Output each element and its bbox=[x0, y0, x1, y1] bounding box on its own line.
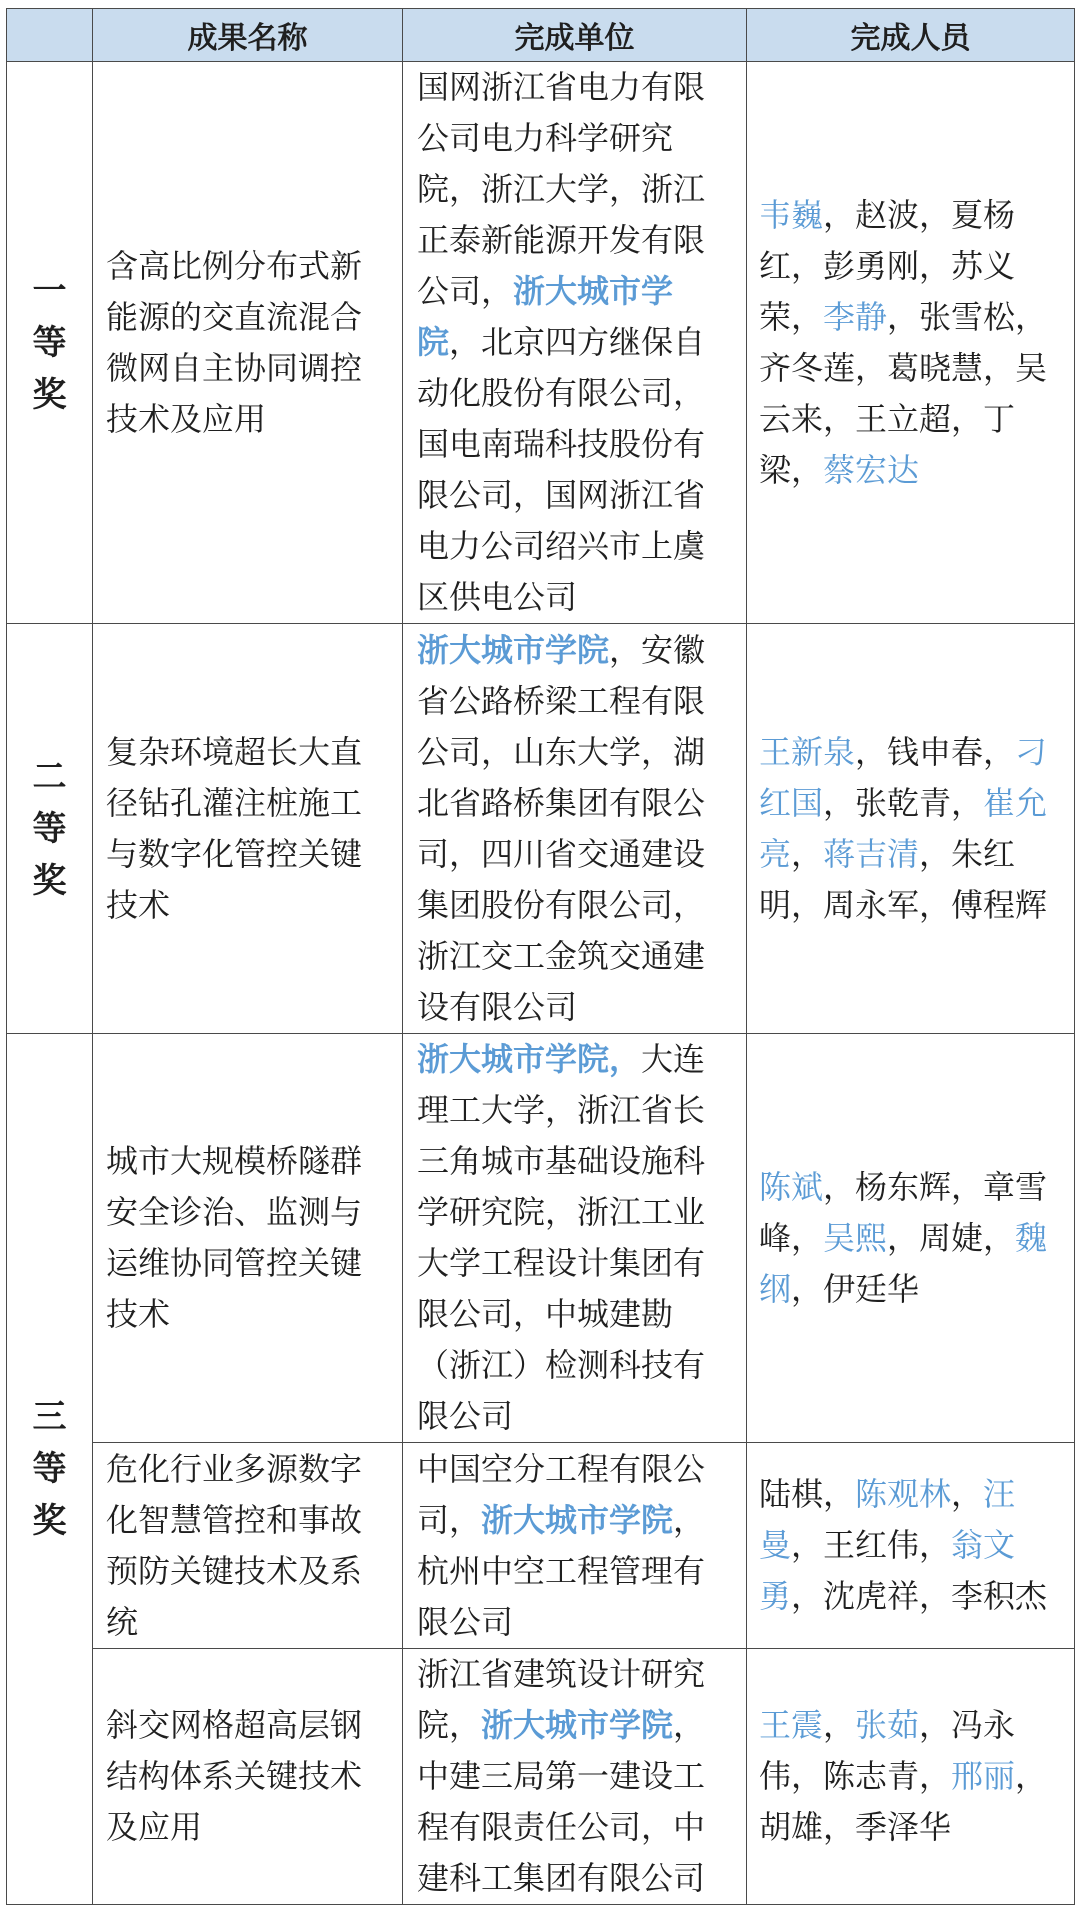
text-segment: 大连理工大学，浙江省长三角城市基础设施科学研究院，浙江工业大学工程设计集团有限公司，中城建勘（浙江）检测科技有限公司 bbox=[417, 1040, 706, 1435]
highlighted-segment: 魏纲 bbox=[759, 1218, 1048, 1308]
award-third-prize: 三 等 奖 bbox=[7, 1034, 93, 1905]
table-row bbox=[7, 1649, 1075, 1905]
header-achievement-name: 成果名称 bbox=[93, 9, 403, 62]
achievement-name: 危化行业多源数字化智慧管控和事故预防关键技术及系统 bbox=[93, 1443, 403, 1649]
highlighted-segment: 汪曼 bbox=[759, 1475, 1016, 1564]
completing-personnel bbox=[747, 1034, 1075, 1443]
text-segment: 中国空分工程有限公司， bbox=[417, 1449, 706, 1539]
header-completing-personnel: 完成人员 bbox=[747, 9, 1075, 62]
achievement-name: 含高比例分布式新能源的交直流混合微网自主协同调控技术及应用 bbox=[93, 62, 403, 624]
table-row bbox=[7, 1034, 1075, 1443]
header-completing-unit: 完成单位 bbox=[403, 9, 747, 62]
header-row bbox=[7, 9, 1075, 62]
highlighted-segment: 浙大城市学院， bbox=[417, 1040, 642, 1078]
highlighted-segment: 崔允亮 bbox=[759, 783, 1048, 873]
completing-unit bbox=[403, 1034, 747, 1443]
completing-personnel bbox=[747, 1443, 1075, 1649]
text-segment: 浙江省建筑设计研究院， bbox=[417, 1655, 706, 1744]
header-award-level bbox=[7, 9, 93, 62]
completing-personnel bbox=[747, 62, 1075, 624]
text-segment: 国网浙江省电力有限公司电力科学研究院，浙江大学，浙江正泰新能源开发有限公司， bbox=[417, 68, 706, 310]
text-segment: 陆棋， bbox=[759, 1475, 856, 1513]
text-segment: ，钱申春， bbox=[855, 732, 1016, 771]
highlighted-segment: 浙大城市学院 bbox=[481, 1706, 674, 1744]
completing-unit bbox=[403, 624, 747, 1034]
text-segment: ，安徽省公路桥梁工程有限公司，山东大学，湖北省路桥集团有限公司，四川省交通建设集团股份有限公司，浙江交工金筑交通建设有限公司 bbox=[417, 630, 706, 1026]
table-row bbox=[7, 62, 1075, 624]
highlighted-segment: 王新泉 bbox=[759, 732, 856, 771]
text-segment: ，朱红明，周永军，傅程辉 bbox=[759, 834, 1048, 924]
text-segment: ，张雪松，齐冬莲，葛晓慧，吴云来，王立超，丁梁， bbox=[759, 297, 1048, 489]
text-segment: ， bbox=[823, 1706, 856, 1744]
text-segment: ，杨东辉，章雪峰， bbox=[759, 1167, 1048, 1257]
highlighted-segment: 邢丽 bbox=[951, 1757, 1016, 1795]
completing-unit bbox=[403, 1649, 747, 1905]
highlighted-segment: 浙大城市学院 bbox=[417, 630, 610, 669]
text-segment: ，王红伟， bbox=[791, 1526, 952, 1564]
completing-unit bbox=[403, 62, 747, 624]
highlighted-segment: 陈观林 bbox=[855, 1475, 952, 1513]
highlighted-segment: 刁红国 bbox=[759, 732, 1048, 822]
highlighted-segment: 翁文勇 bbox=[759, 1526, 1016, 1615]
achievement-name: 城市大规模桥隧群安全诊治、监测与运维协同管控关键技术 bbox=[93, 1034, 403, 1443]
text-segment: ，冯永伟，陈志青， bbox=[759, 1706, 1016, 1795]
completing-personnel bbox=[747, 1649, 1075, 1905]
text-segment: ， bbox=[951, 1475, 984, 1513]
table-row bbox=[7, 1443, 1075, 1649]
award-first-prize: 一 等 奖 bbox=[7, 62, 93, 624]
text-segment: ，胡雄，季泽华 bbox=[759, 1757, 1048, 1846]
text-segment: ，沈虎祥，李积杰 bbox=[791, 1577, 1048, 1615]
highlighted-segment: 浙大城市学院 bbox=[417, 272, 674, 361]
highlighted-segment: 蒋吉清 bbox=[823, 834, 920, 873]
text-segment: ，杭州中空工程管理有限公司 bbox=[417, 1500, 706, 1641]
text-segment: ，伊廷华 bbox=[791, 1269, 920, 1308]
highlighted-segment: 韦巍 bbox=[759, 195, 824, 234]
award-second-prize: 二 等 奖 bbox=[7, 624, 93, 1034]
text-segment: ，北京四方继保自动化股份有限公司，国电南瑞科技股份有限公司，国网浙江省电力公司绍兴市上虞区供电公司 bbox=[417, 323, 706, 616]
text-segment: ，周婕， bbox=[887, 1218, 1016, 1257]
highlighted-segment: 蔡宏达 bbox=[823, 450, 920, 489]
text-segment: ，赵波，夏杨红，彭勇刚，苏义荣， bbox=[759, 195, 1016, 336]
text-segment: ，中建三局第一建设工程有限责任公司，中建科工集团有限公司 bbox=[417, 1706, 706, 1897]
achievement-name: 斜交网格超高层钢结构体系关键技术及应用 bbox=[93, 1649, 403, 1905]
highlighted-segment: 吴熙 bbox=[823, 1218, 888, 1257]
highlighted-segment: 张茹 bbox=[855, 1706, 920, 1744]
text-segment: ， bbox=[791, 834, 824, 873]
highlighted-segment: 李静 bbox=[823, 297, 888, 336]
awards-table bbox=[6, 8, 1075, 1905]
completing-unit bbox=[403, 1443, 747, 1649]
completing-personnel bbox=[747, 624, 1075, 1034]
highlighted-segment: 浙大城市学院 bbox=[481, 1500, 674, 1539]
table-row bbox=[7, 624, 1075, 1034]
highlighted-segment: 陈斌 bbox=[759, 1167, 824, 1206]
highlighted-segment: 王震 bbox=[759, 1706, 824, 1744]
text-segment: ，张乾青， bbox=[823, 783, 984, 822]
achievement-name: 复杂环境超长大直径钻孔灌注桩施工与数字化管控关键技术 bbox=[93, 624, 403, 1034]
